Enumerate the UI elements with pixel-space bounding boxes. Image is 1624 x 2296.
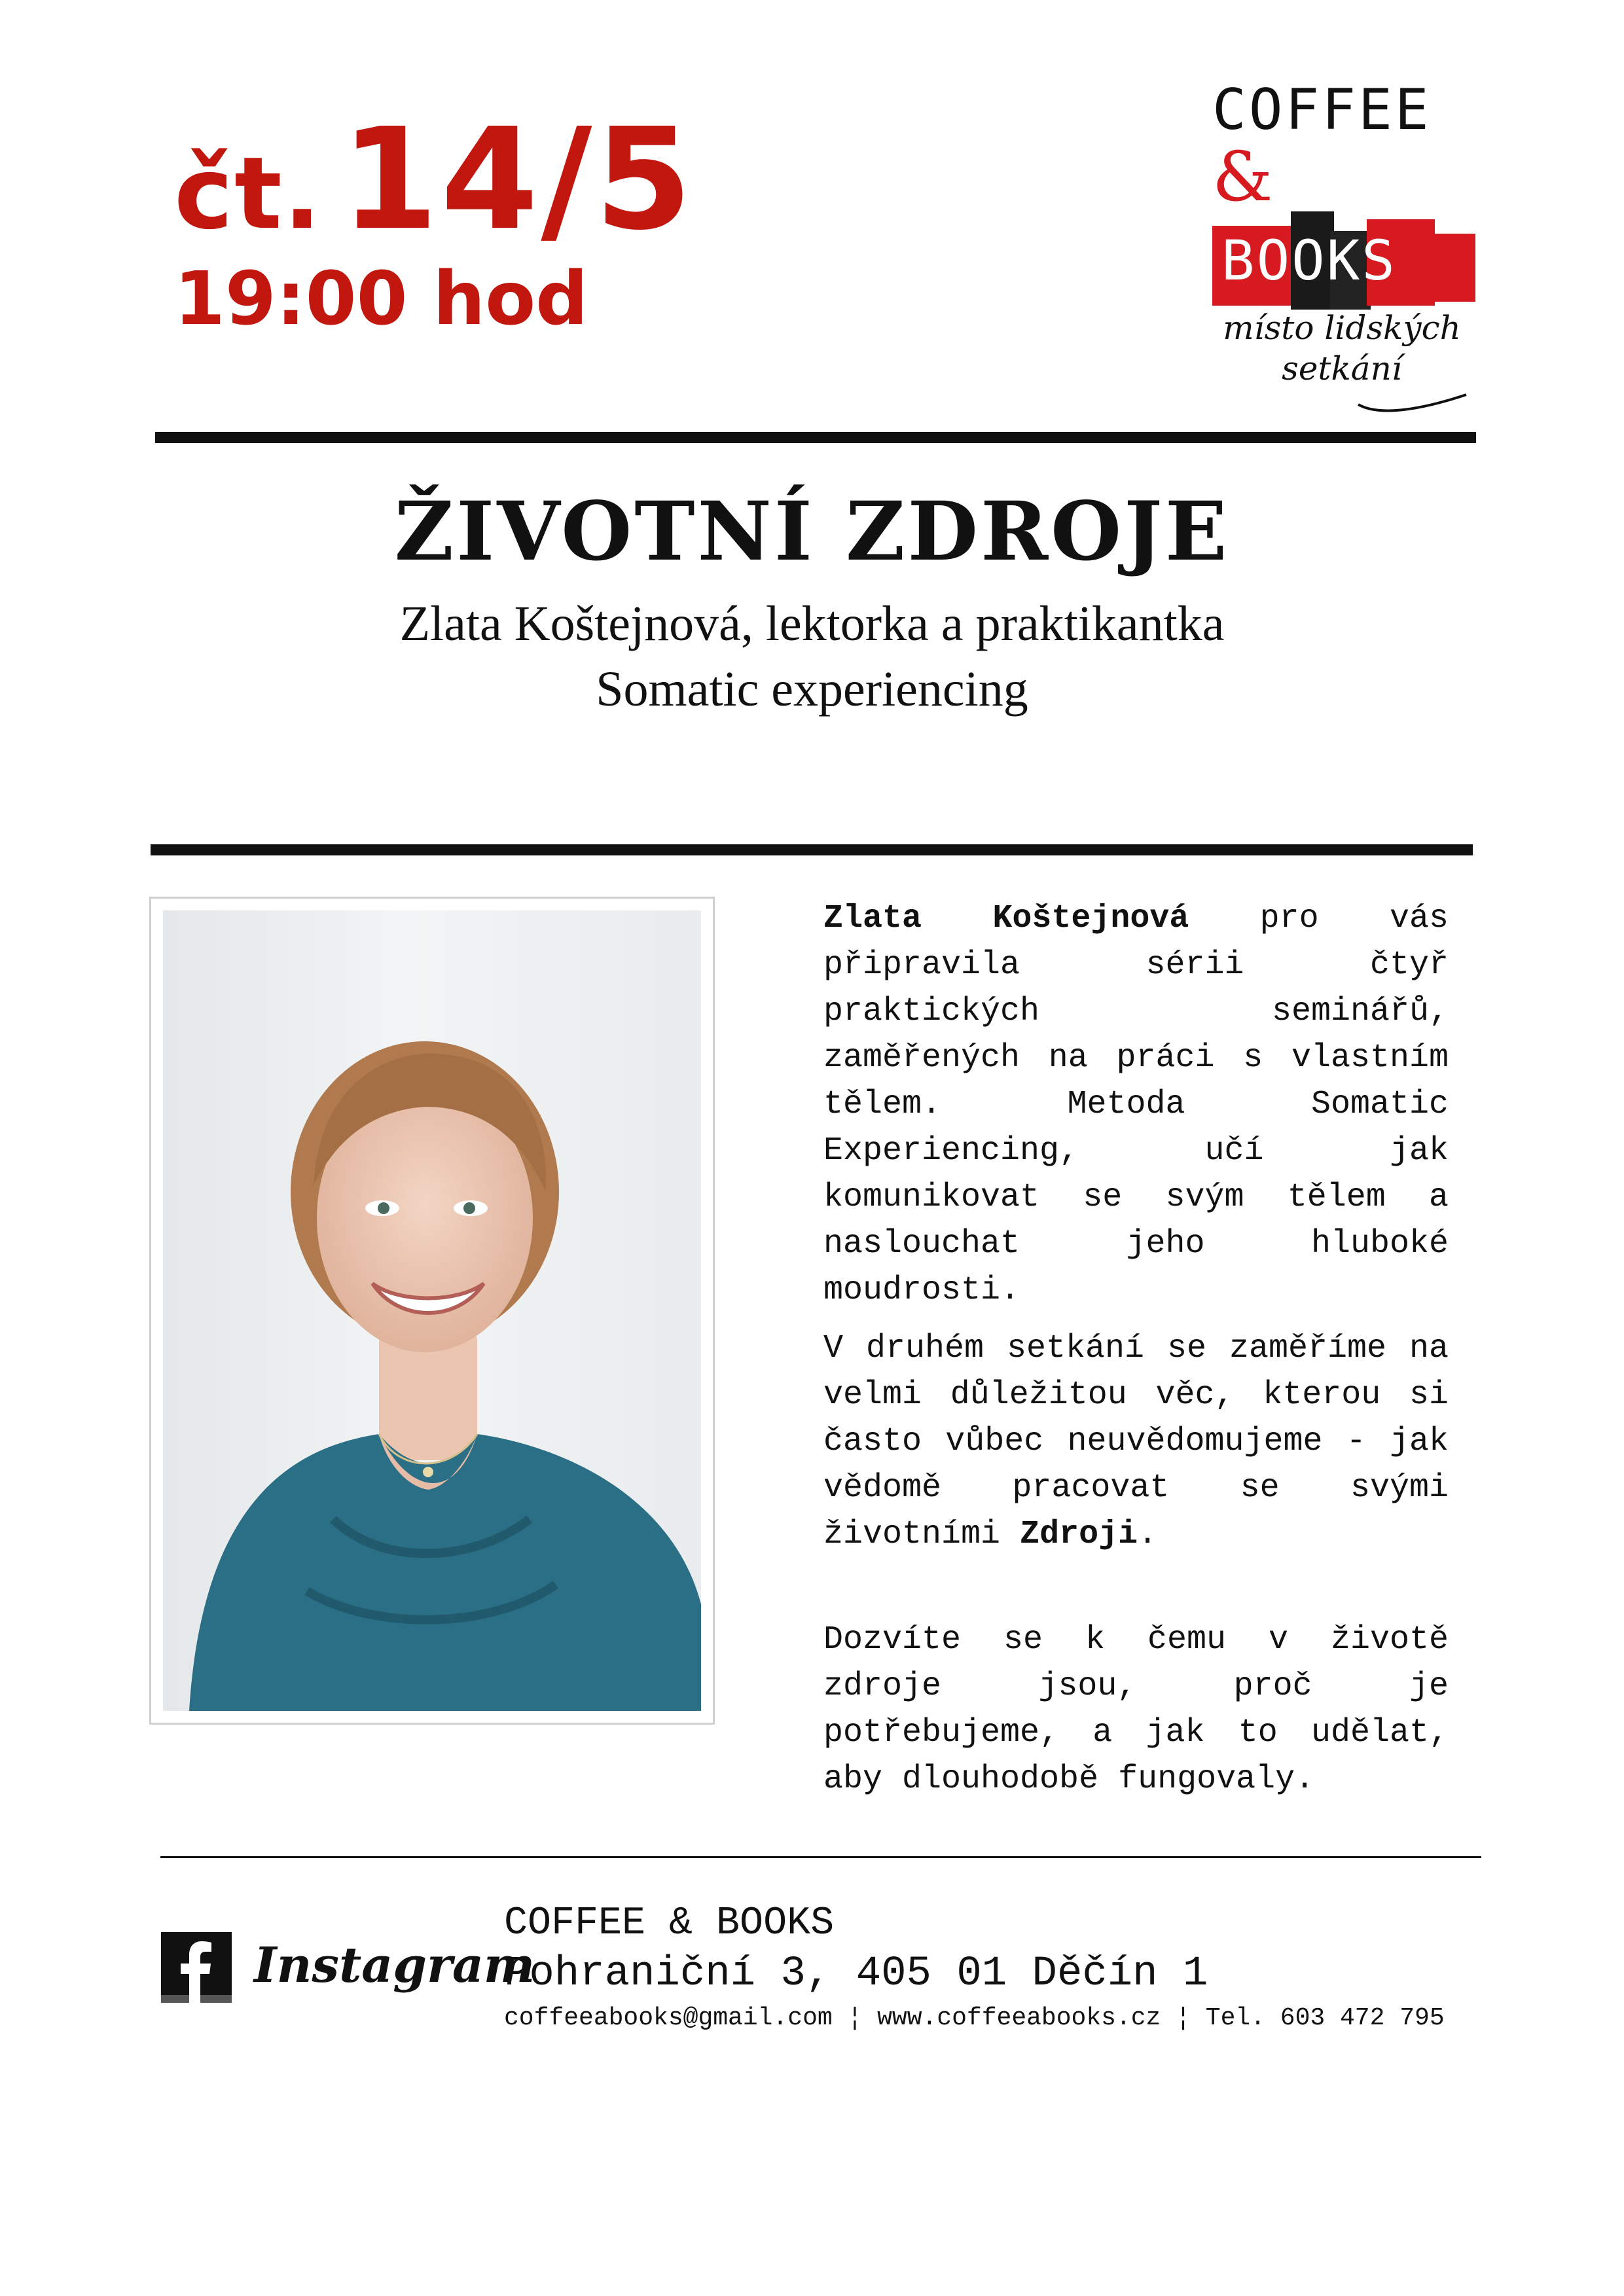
resources-bold: Zdroji [1020,1516,1138,1553]
coffee-books-logo [1191,77,1479,418]
description-paragraph-1-text: pro vás připravila sérii čtyř praktických seminářů, zaměřených na práci s vlastním tělem. Metoda Somatic Experiencing, učí jak komunikovat se svým tělem a naslouchat jeho hluboké moudrosti. [823,900,1449,1309]
description-paragraph-2 [823,1325,1449,1558]
description-paragraph-2-text: V druhém setkání se zaměříme na velmi důležitou věc, kterou si často vůbec neuvědomujeme - jak vědomě pracovat se svými životními [823,1330,1449,1553]
event-subtitle-line2: Somatic experiencing [596,662,1028,717]
event-subtitle-line1: Zlata Koštejnová, lektorka a praktikantka [399,596,1225,651]
divider-top [155,432,1476,443]
logo-word-coffee: COFFEE [1212,77,1432,143]
description-paragraph-2-end: . [1138,1516,1158,1553]
logo-swoosh-icon [1355,378,1473,418]
logo-books-block [1212,211,1474,310]
event-date-number: 14/5 [340,98,695,261]
speaker-portrait-image [163,910,701,1711]
description-paragraph-3: Dozvíte se k čemu v životě zdroje jsou, proč je potřebujeme, a jak to udělat, aby dlouhodobě fungovaly. [823,1621,1449,1798]
description-paragraph-1 [823,895,1449,1314]
event-day: čt. [174,135,323,251]
logo-word-books: BOOKS [1221,228,1397,293]
footer-contact: coffeeabooks@gmail.com ¦ www.coffeeabooks.cz ¦ Tel. 603 472 795 [504,2004,1445,2032]
footer-address: Pohraniční 3, 405 01 Děčín 1 [504,1950,1208,1998]
event-title: ŽIVOTNÍ ZDROJE [394,484,1230,579]
speaker-photo [149,897,715,1725]
divider-footer [160,1856,1481,1858]
footer-venue: COFFEE & BOOKS [504,1901,835,1946]
instagram-label[interactable]: Instagram [254,1937,535,1994]
logo-ampersand: & [1212,137,1273,217]
speaker-name-bold: Zlata Koštejnová [823,900,1189,937]
event-time: 19:00 hod [174,257,588,342]
logo-tagline: místo lidských setkání [1223,309,1461,387]
divider-middle [151,844,1473,855]
facebook-icon[interactable] [161,1932,232,2003]
event-date [174,98,695,261]
